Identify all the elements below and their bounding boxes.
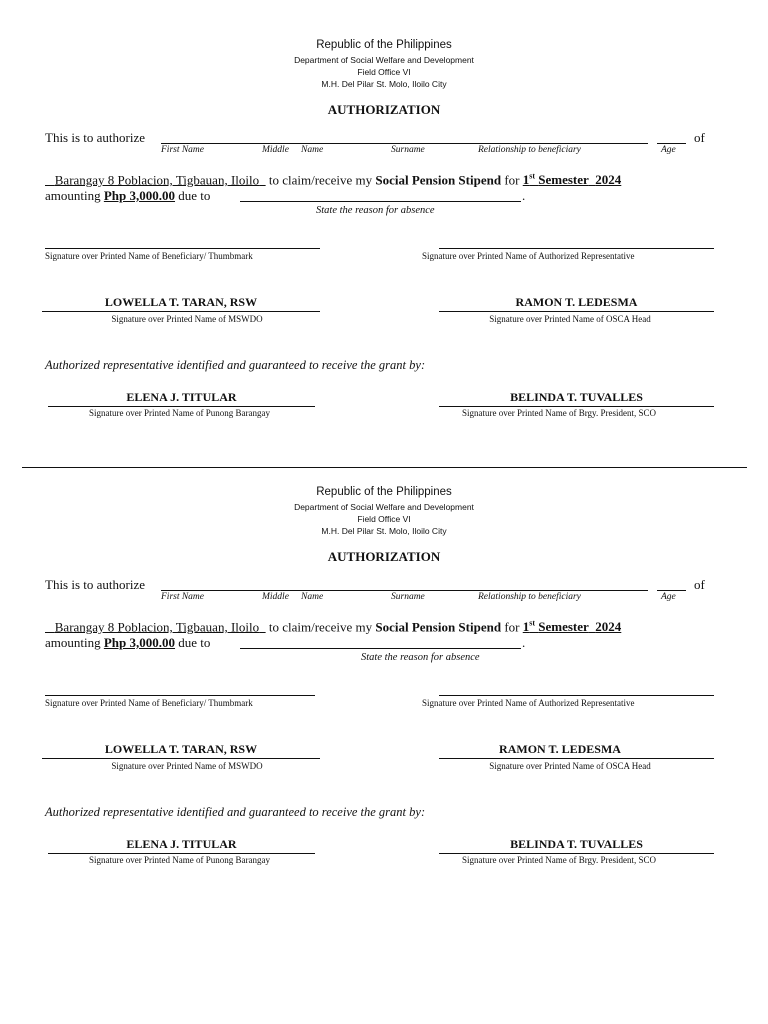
authorization-form-bottom — [0, 447, 768, 887]
reason-caption: State the reason for absence — [361, 652, 480, 663]
caption-middle: Middle — [262, 592, 289, 602]
caption-surname: Surname — [391, 592, 425, 602]
due-to-text: due to — [178, 635, 211, 650]
field-office-heading: Field Office VI — [357, 514, 411, 524]
guarantee-text: Authorized representative identified and guaranteed to receive the grant by: — [45, 358, 426, 372]
caption-relationship: Relationship to beneficiary — [478, 592, 581, 602]
mswdo-name: LOWELLA T. TARAN, RSW — [104, 295, 258, 309]
amounting-text: amounting — [45, 188, 101, 203]
semester-number: 1 — [522, 172, 530, 188]
year-text: 2024 — [595, 619, 622, 635]
address-heading: M.H. Del Pilar St. Molo, Iloilo City — [321, 79, 447, 89]
claim-line — [45, 172, 621, 188]
mswdo-signature-line — [42, 311, 320, 312]
beneficiary-signature-line[interactable] — [45, 248, 320, 249]
address-heading: M.H. Del Pilar St. Molo, Iloilo City — [321, 526, 447, 536]
punong-barangay-caption: Signature over Printed Name of Punong Barangay — [89, 408, 270, 418]
representative-signature-line[interactable] — [439, 248, 714, 249]
amounting-text: amounting — [45, 635, 101, 650]
caption-name: Name — [301, 145, 324, 155]
representative-signature-caption: Signature over Printed Name of Authorized Representative — [422, 251, 635, 261]
barangay-text: Barangay 8 Poblacion, Tigbauan, Iloilo — [54, 619, 260, 635]
semester-ordinal: st — [529, 619, 536, 628]
of-label: of — [694, 130, 705, 145]
mswdo-caption: Signature over Printed Name of MSWDO — [111, 314, 263, 324]
sco-president-signature-line — [439, 406, 714, 407]
amount-value: Php 3,000.00 — [103, 188, 176, 203]
field-office-heading: Field Office VI — [357, 67, 411, 77]
amount-line — [45, 635, 210, 651]
period: . — [522, 635, 526, 650]
caption-middle: Middle — [262, 145, 289, 155]
reason-field[interactable] — [240, 201, 521, 202]
osca-signature-line — [439, 758, 714, 759]
program-text: Social Pension Stipend — [375, 172, 502, 188]
beneficiary-signature-caption: Signature over Printed Name of Beneficiary/ Thumbmark — [45, 251, 253, 261]
authorize-label: This is to authorize — [45, 130, 146, 145]
osca-caption: Signature over Printed Name of OSCA Head — [489, 314, 651, 324]
mswdo-caption: Signature over Printed Name of MSWDO — [111, 761, 263, 771]
amount-value: Php 3,000.00 — [103, 635, 176, 650]
reason-caption: State the reason for absence — [316, 205, 435, 216]
claim-text: to claim/receive my — [268, 619, 373, 635]
semester-text: Semester — [538, 619, 589, 635]
caption-name: Name — [301, 592, 324, 602]
caption-surname: Surname — [391, 145, 425, 155]
authorization-form-top — [0, 0, 768, 440]
caption-relationship: Relationship to beneficiary — [478, 145, 581, 155]
semester-number: 1 — [522, 619, 530, 635]
sco-president-caption: Signature over Printed Name of Brgy. President, SCO — [462, 408, 656, 418]
department-heading: Department of Social Welfare and Development — [294, 55, 474, 65]
amount-line — [45, 188, 210, 204]
claim-line — [45, 619, 621, 635]
sco-president-caption: Signature over Printed Name of Brgy. President, SCO — [462, 855, 656, 865]
republic-heading: Republic of the Philippines — [316, 39, 452, 51]
representative-signature-caption: Signature over Printed Name of Authorized Representative — [422, 698, 635, 708]
osca-name: RAMON T. LEDESMA — [499, 742, 621, 756]
caption-first-name: First Name — [161, 592, 205, 602]
punong-barangay-caption: Signature over Printed Name of Punong Barangay — [89, 855, 270, 865]
authorized-name-field[interactable] — [161, 143, 648, 144]
sco-president-signature-line — [439, 853, 714, 854]
republic-heading: Republic of the Philippines — [316, 486, 452, 498]
program-text: Social Pension Stipend — [375, 619, 502, 635]
guarantee-text: Authorized representative identified and guaranteed to receive the grant by: — [45, 805, 426, 819]
form-title: AUTHORIZATION — [327, 549, 441, 564]
punong-barangay-name: ELENA J. TITULAR — [126, 837, 237, 851]
barangay-text: Barangay 8 Poblacion, Tigbauan, Iloilo — [54, 172, 260, 188]
age-field[interactable] — [657, 143, 686, 144]
osca-name: RAMON T. LEDESMA — [515, 295, 638, 309]
punong-barangay-signature-line — [48, 853, 315, 854]
representative-signature-line[interactable] — [439, 695, 714, 696]
for-text: for — [504, 619, 520, 635]
caption-first-name: First Name — [161, 145, 205, 155]
sco-president-name: BELINDA T. TUVALLES — [510, 390, 643, 404]
age-field[interactable] — [657, 590, 686, 591]
authorized-name-field[interactable] — [161, 590, 648, 591]
mswdo-signature-line — [42, 758, 320, 759]
for-text: for — [504, 172, 520, 188]
caption-age: Age — [661, 592, 676, 602]
semester-text: Semester — [538, 172, 589, 188]
semester-ordinal: st — [529, 172, 536, 181]
year-text: 2024 — [595, 172, 622, 188]
mswdo-name: LOWELLA T. TARAN, RSW — [104, 742, 258, 756]
claim-text: to claim/receive my — [268, 172, 373, 188]
sco-president-name: BELINDA T. TUVALLES — [510, 837, 643, 851]
authorize-label: This is to authorize — [45, 577, 146, 592]
beneficiary-signature-line[interactable] — [45, 695, 315, 696]
due-to-text: due to — [178, 188, 211, 203]
form-title: AUTHORIZATION — [327, 102, 441, 117]
osca-signature-line — [439, 311, 714, 312]
department-heading: Department of Social Welfare and Development — [294, 502, 474, 512]
caption-age: Age — [661, 145, 676, 155]
reason-field[interactable] — [240, 648, 521, 649]
osca-caption: Signature over Printed Name of OSCA Head — [489, 761, 651, 771]
beneficiary-signature-caption: Signature over Printed Name of Beneficiary/ Thumbmark — [45, 698, 253, 708]
punong-barangay-signature-line — [48, 406, 315, 407]
period: . — [522, 188, 526, 203]
punong-barangay-name: ELENA J. TITULAR — [126, 390, 237, 404]
of-label: of — [694, 577, 705, 592]
